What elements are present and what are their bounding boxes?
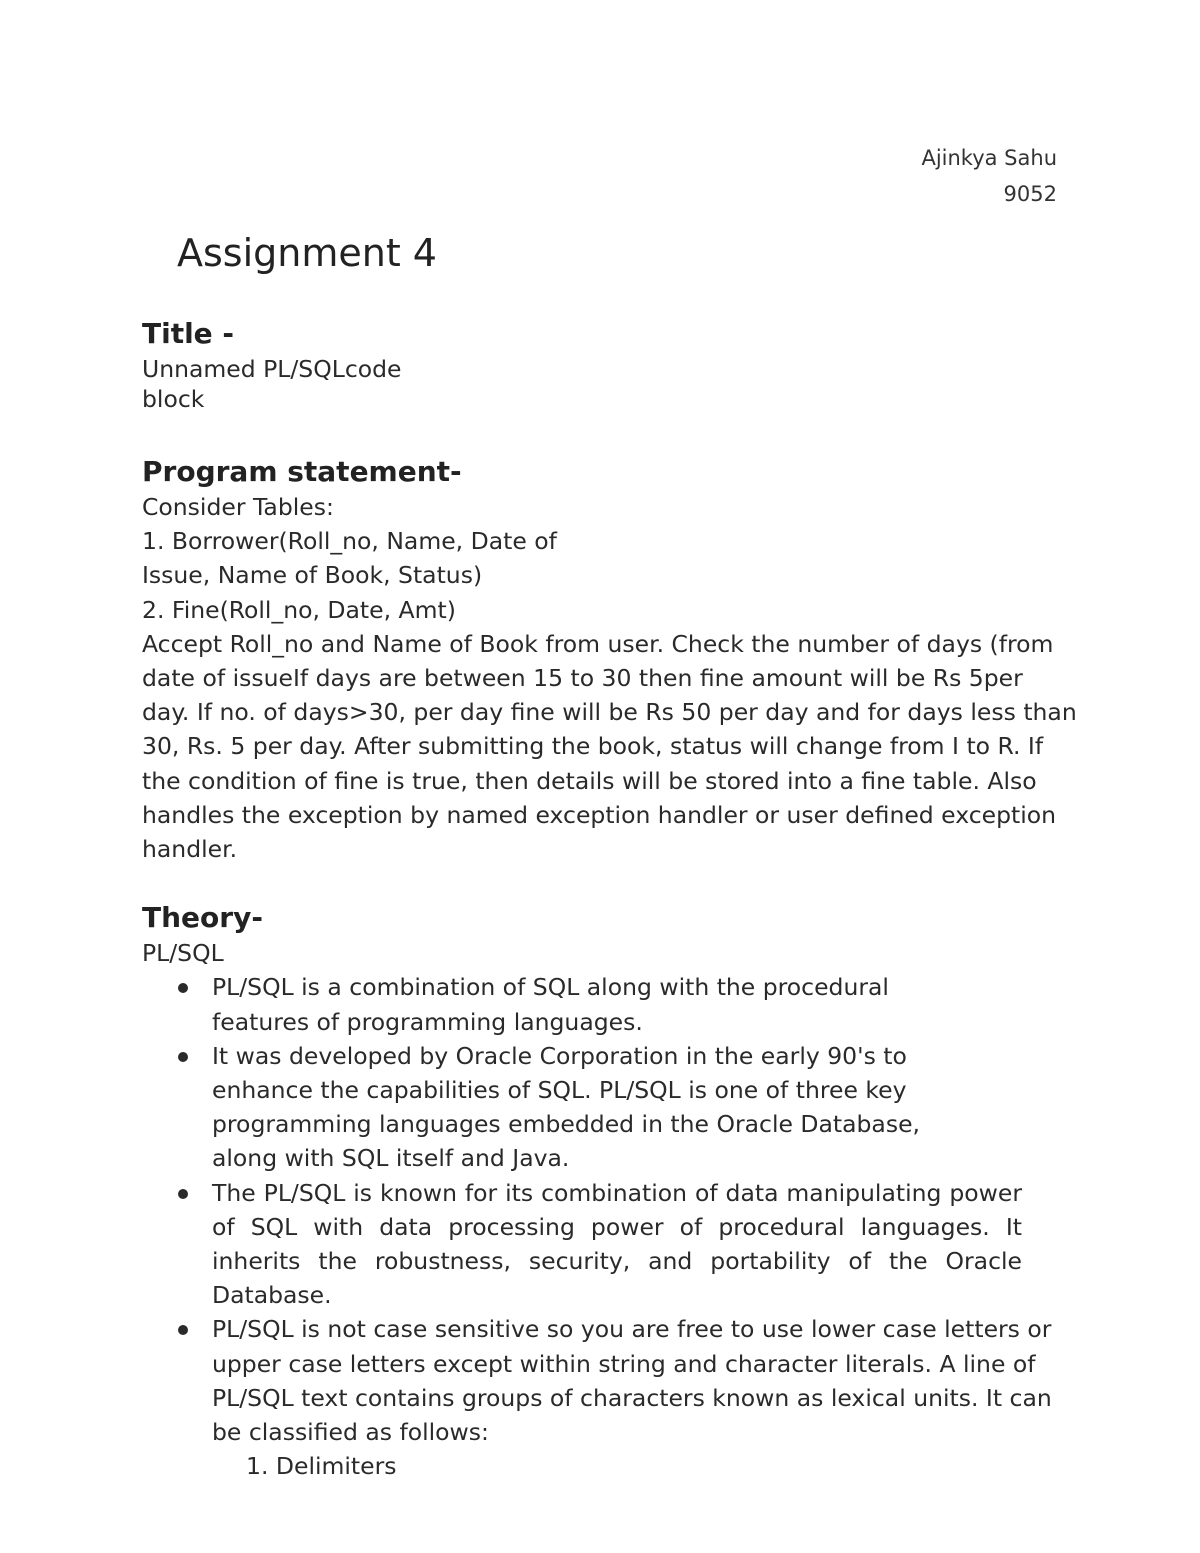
bullet-dot-icon xyxy=(178,1052,188,1062)
assignment-title: Assignment 4 xyxy=(177,231,437,275)
theory-heading: Theory- xyxy=(142,901,263,935)
document-body xyxy=(142,316,1077,1483)
list-item-text: It was developed by Oracle Corporation in the early 90's to enhance the capabilities of SQL. PL/SQL is one of three key programming languages embedded in the Oracle Database, along with SQL itself and Java. xyxy=(212,1041,921,1173)
theory-subheading: PL/SQL xyxy=(142,939,224,968)
roll-number: 9052 xyxy=(1003,182,1057,206)
list-item xyxy=(212,970,962,1038)
author-name: Ajinkya Sahu xyxy=(921,146,1057,170)
bullet-dot-icon xyxy=(178,1189,188,1199)
list-item: 1. Delimiters xyxy=(246,1452,397,1481)
list-item-text: PL/SQL is a combination of SQL along with the procedural features of programming languages. xyxy=(212,973,889,1036)
program-body: Accept Roll_no and Name of Book from user. Check the number of days (from date of issueIf days are between 15 to 30 then fine amount will be Rs 5per day. If no. of days>30, per day fine will be Rs 50 per day and for days less than 30, Rs. 5 per day. After submitting the book, status will change from I to R. If the condition of fine is true, then details will be stored into a fine table. Also handles the exception by named exception handler or user defined exception handler. xyxy=(142,629,1077,864)
theory-bullet-list xyxy=(142,970,1077,1483)
lexical-units-list xyxy=(212,1449,1062,1483)
bullet-dot-icon xyxy=(178,1325,188,1335)
title-heading: Title - xyxy=(142,317,235,350)
list-item-text: The PL/SQL is known for its combination of data manipulating power of SQL with data processing power of procedural languages. It inherits the robustness, security, and portability of the Oracle Database. xyxy=(212,1178,1022,1310)
list-item-text: PL/SQL is not case sensitive so you are free to use lower case letters or upper case letters except within string and character literals. A line of PL/SQL text contains groups of characters known as lexical units. It can be classified as follows: xyxy=(212,1315,1052,1447)
program-intro: Consider Tables: xyxy=(142,493,334,521)
author-block xyxy=(921,140,1057,212)
program-statement-heading: Program statement- xyxy=(142,455,462,488)
table-item-fine: 2. Fine(Roll_no, Date, Amt) xyxy=(142,595,456,624)
title-value: Unnamed PL/SQLcode block xyxy=(142,355,402,413)
list-item xyxy=(212,1039,982,1176)
list-item xyxy=(212,1312,1062,1483)
list-item xyxy=(212,1176,1022,1313)
table-item-borrower: 1. Borrower(Roll_no, Name, Date of Issue, Name of Book, Status) xyxy=(142,527,557,590)
bullet-dot-icon xyxy=(178,983,188,993)
